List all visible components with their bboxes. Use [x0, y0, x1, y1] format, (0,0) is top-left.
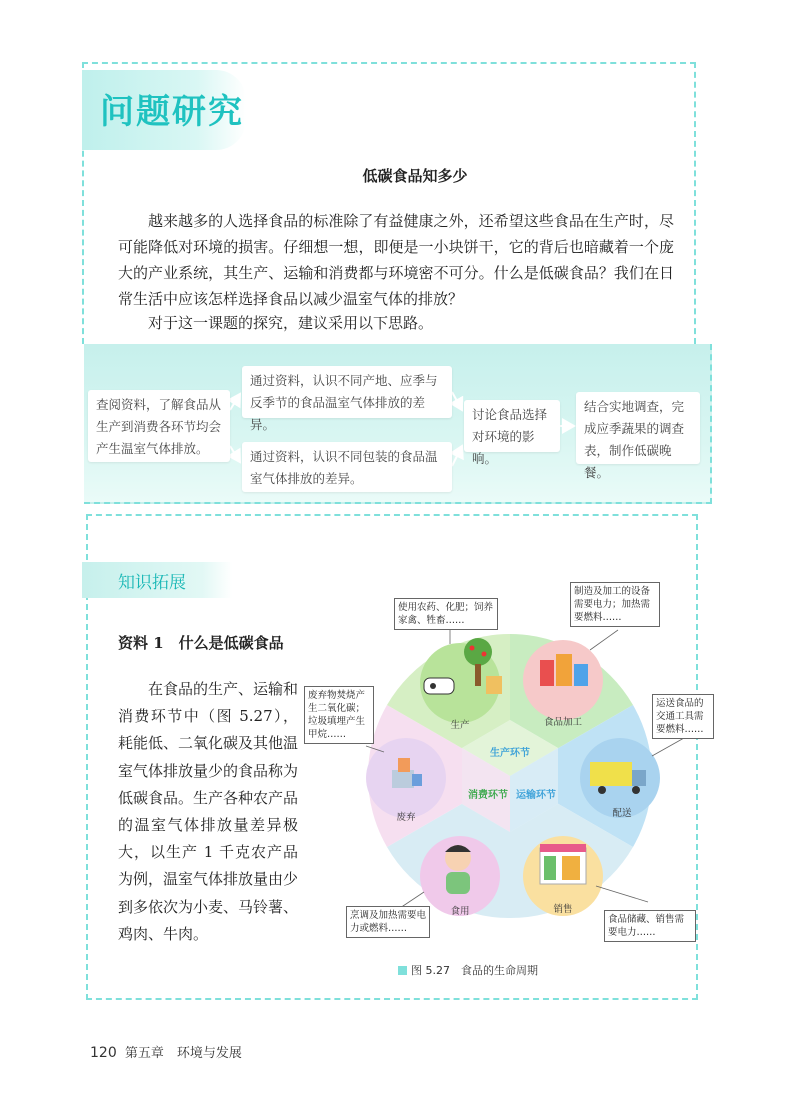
- resource-text: 在食品的生产、运输和消费环节中（图 5.27），耗能低、二氧化碳及其他温室气体排放量少的食品称为低碳食品。生产各种农产品的温室气体排放量差异极大，以生产 1 千克农产品为例，温室气体排放量由少到多依次为小麦、马铃薯、鸡肉、牛肉。: [118, 680, 299, 943]
- callout-delivery: 运送食品的交通工具需要燃料……: [652, 694, 714, 739]
- resource-title: 资料 1 什么是低碳食品: [118, 634, 284, 652]
- center-label-consumption: 消费环节: [468, 790, 508, 801]
- page-footer: [90, 1042, 242, 1061]
- lifecycle-diagram: [300, 580, 704, 960]
- flow-step-2b: 通过资料，认识不同包装的食品温室气体排放的差异。: [242, 442, 452, 492]
- store-icon: [540, 844, 586, 884]
- callout-processing: 制造及加工的设备需要电力；加热需要燃料……: [570, 582, 660, 627]
- figure-caption-text: 图 5.27 食品的生命周期: [411, 964, 538, 977]
- knowledge-tab-label: 知识拓展: [118, 573, 186, 593]
- callout-waste: 废弃物焚烧产生二氧化碳；垃圾填埋产生甲烷……: [304, 686, 374, 744]
- center-label-transport: 运输环节: [516, 790, 556, 801]
- research-tab: [82, 70, 246, 150]
- stage-label-sales: 销售: [553, 904, 573, 915]
- article-title: 低碳食品知多少: [362, 167, 468, 185]
- figure-caption: [398, 962, 538, 978]
- stage-label-production: 生产: [450, 720, 470, 731]
- article-paragraph-2: 对于这一课题的探究，建议采用以下思路。: [148, 314, 434, 332]
- flow-step-1: 查阅资料，了解食品从生产到消费各环节均会产生温室气体排放。: [88, 390, 230, 462]
- research-tab-label: 问题研究: [100, 92, 244, 132]
- lifecycle-graphic: [300, 580, 700, 960]
- caption-marker-icon: [398, 966, 407, 975]
- stage-label-processing: 食品加工: [543, 717, 583, 728]
- callout-production: 使用农药、化肥；饲养家禽、牲畜……: [394, 598, 498, 630]
- stage-label-eating: 食用: [450, 906, 470, 917]
- stage-label-waste: 废弃: [396, 812, 416, 823]
- stage-label-delivery: 配送: [612, 808, 632, 819]
- knowledge-tab: [82, 562, 232, 598]
- center-label-production: 生产环节: [490, 748, 530, 759]
- chapter-title: 第五章 环境与发展: [124, 1046, 242, 1061]
- flow-step-4: 结合实地调查，完成应季蔬果的调查表，制作低碳晚餐。: [576, 392, 700, 464]
- callout-eating: 烹调及加热需要电力或燃料……: [346, 906, 430, 938]
- flow-step-2a: 通过资料，认识不同产地、应季与反季节的食品温室气体排放的差异。: [242, 366, 452, 418]
- article-paragraph-1: 越来越多的人选择食品的标准除了有益健康之外，还希望这些食品在生产时，尽可能降低对环境的损害。仔细想一想，即便是一小块饼干，它的背后也暗藏着一个庞大的产业系统，其生产、运输和消费都与环境密不可分。什么是低碳食品？我们在日常生活中应该怎样选择食品以减少温室气体的排放？: [118, 212, 674, 308]
- flow-step-3: 讨论食品选择对环境的影响。: [464, 400, 560, 452]
- page-number: 120: [90, 1045, 117, 1061]
- callout-sales: 食品储藏、销售需要电力……: [604, 910, 696, 942]
